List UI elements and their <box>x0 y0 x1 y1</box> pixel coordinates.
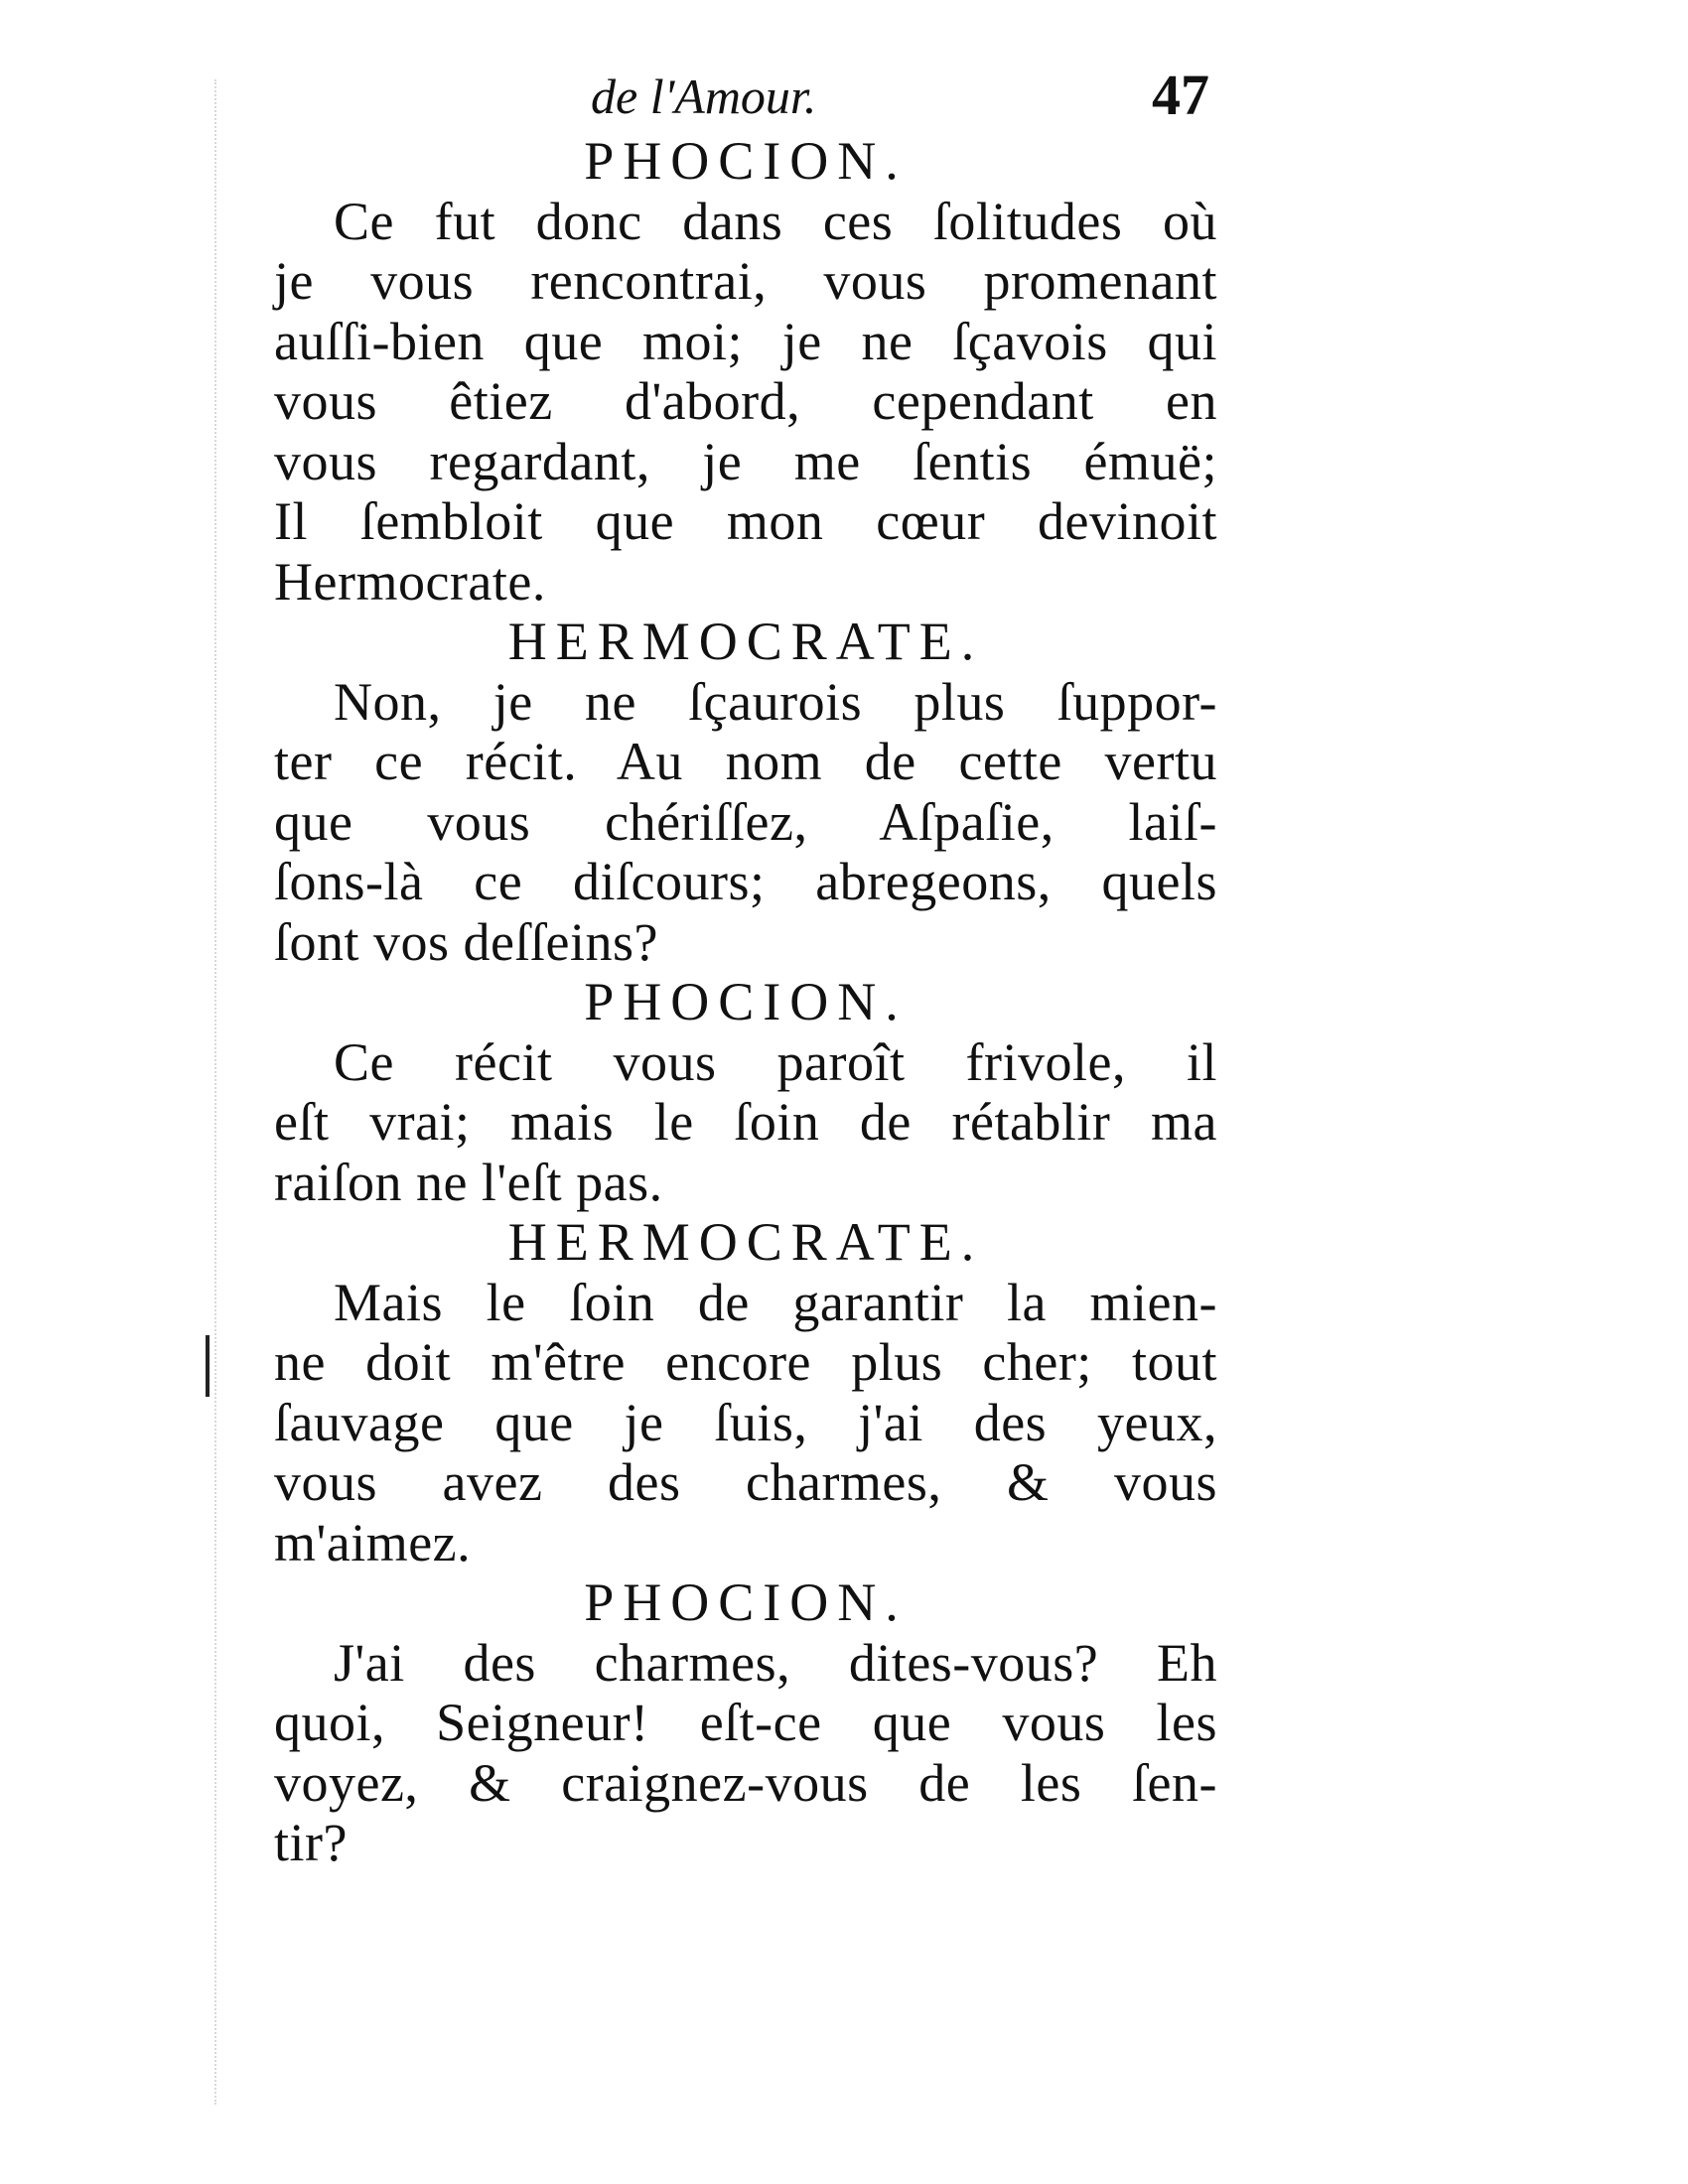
speaker-name: HERMOCRATE. <box>507 612 984 671</box>
text-line: je vous rencontrai, vous promenant <box>274 251 1217 311</box>
text-line: vous regardant, je me ſentis émuë; <box>274 431 1217 491</box>
text-line: J'ai des charmes, dites-vous? Eh <box>334 1632 1217 1693</box>
text-line: ſons-là ce diſcours; abregeons, quels <box>274 852 1217 911</box>
text-line: tir? <box>274 1813 348 1872</box>
text-line: Ce fut donc dans ces ſolitudes où <box>334 191 1217 251</box>
text-line: raiſon ne l'eſt pas. <box>274 1152 663 1212</box>
page-number: 47 <box>1152 63 1209 127</box>
text-line: m'aimez. <box>274 1512 472 1572</box>
text-line: Mais le ſoin de garantir la mien- <box>334 1272 1217 1332</box>
text-line: Il ſembloit que mon cœur devinoit <box>274 491 1217 551</box>
text-line: auſſi-bien que moi; je ne ſçavois qui <box>274 311 1217 371</box>
text-line: vous avez des charmes, & vous <box>274 1452 1217 1512</box>
text-line: Non, je ne ſçaurois plus ſuppor- <box>334 671 1217 732</box>
text-line: ter ce récit. Au nom de cette vertu <box>274 732 1217 791</box>
page-gutter <box>214 79 226 2105</box>
text-line: Hermocrate. <box>274 551 546 612</box>
text-line: vous êtiez d'abord, cependant en <box>274 371 1217 431</box>
speaker-name: PHOCION. <box>584 972 908 1031</box>
text-line: que vous chériſſez, Aſpaſie, laiſ- <box>274 791 1217 852</box>
text-line: eſt vrai; mais le ſoin de rétablir ma <box>274 1092 1217 1152</box>
page-header <box>268 62 1221 141</box>
speaker-name: PHOCION. <box>584 131 908 191</box>
text-line: ſont vos deſſeins? <box>274 911 658 972</box>
dialogue-text <box>274 131 1217 1873</box>
text-line: quoi, Seigneur! eſt-ce que vous les <box>274 1693 1217 1752</box>
speaker-name: HERMOCRATE. <box>507 1212 984 1272</box>
text-line: Ce récit vous paroît frivole, il <box>334 1031 1217 1092</box>
text-line: ne doit m'être encore plus cher; tout <box>274 1332 1217 1392</box>
speaker-name: PHOCION. <box>584 1572 908 1632</box>
text-line: voyez, & craignez-vous de les ſen- <box>274 1752 1217 1813</box>
running-head: de l'Amour. <box>591 68 817 124</box>
text-line: ſauvage que je ſuis, j'ai des yeux, <box>274 1392 1217 1452</box>
margin-mark <box>206 1335 210 1397</box>
